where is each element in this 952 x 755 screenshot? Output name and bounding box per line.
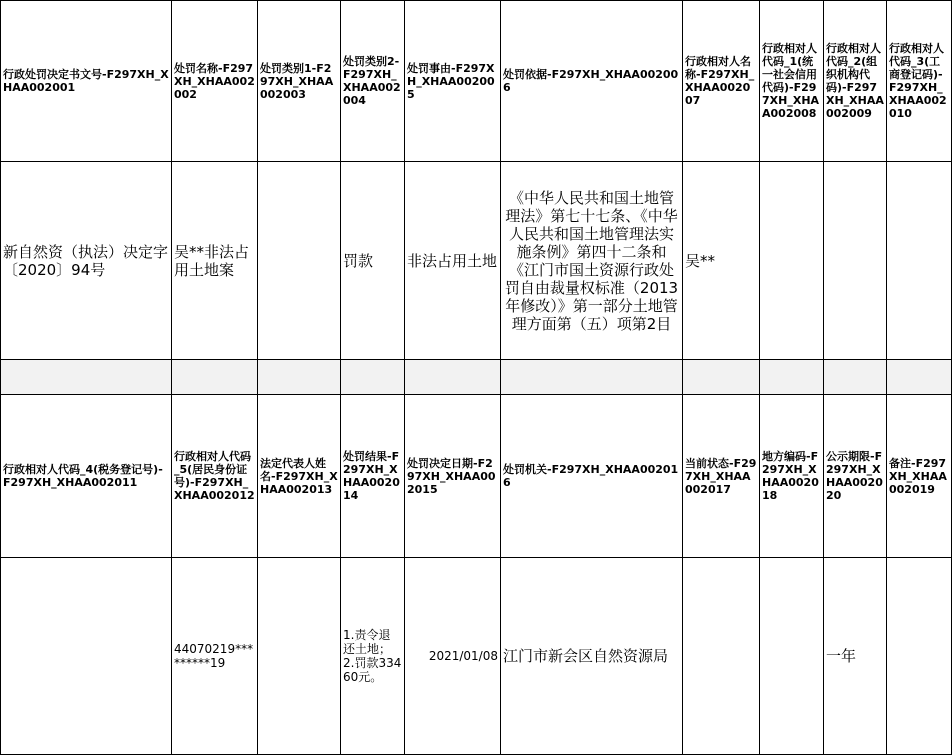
cell-party-code-3 xyxy=(887,162,952,360)
header-penalty-name: 处罚名称-F297XH_XHAA002002 xyxy=(172,0,258,162)
header-disclosure-period: 公示期限-F297XH_XHAA002020 xyxy=(824,395,887,558)
separator-cell xyxy=(405,360,501,395)
header-party-code-4: 行政相对人代码_4(税务登记号)-F297XH_XHAA002011 xyxy=(0,395,172,558)
cell-disclosure-period: 一年 xyxy=(824,558,887,755)
header-party-code-1: 行政相对人代码_1(统一社会信用代码)-F297XH_XHAA002008 xyxy=(760,0,824,162)
separator-cell xyxy=(172,360,258,395)
cell-legal-representative xyxy=(258,558,341,755)
header-penalty-category-1: 处罚类别1-F297XH_XHAA002003 xyxy=(258,0,341,162)
separator-cell xyxy=(341,360,405,395)
separator-cell xyxy=(887,360,952,395)
cell-penalty-authority: 江门市新会区自然资源局 xyxy=(501,558,683,755)
cell-penalty-category-2: 罚款 xyxy=(341,162,405,360)
separator-cell xyxy=(258,360,341,395)
header-remarks: 备注-F297XH_XHAA002019 xyxy=(887,395,952,558)
cell-penalty-basis: 《中华人民共和国土地管理法》第七十七条、《中华人民共和国土地管理法实施条例》第四十二条和《江门市国土资源行政处罚自由裁量权标准（2013年修改）》第一部分土地管理方面第（五）项第2目 xyxy=(501,162,683,360)
cell-penalty-reason: 非法占用土地 xyxy=(405,162,501,360)
header-current-status: 当前状态-F297XH_XHAA002017 xyxy=(683,395,760,558)
header-party-code-2: 行政相对人代码_2(组织机构代码)-F297XH_XHAA002009 xyxy=(824,0,887,162)
separator-cell xyxy=(0,360,172,395)
header-region-code: 地方编码-F297XH_XHAA002018 xyxy=(760,395,824,558)
header-penalty-reason: 处罚事由-F297XH_XHAA002005 xyxy=(405,0,501,162)
header-decision-number: 行政处罚决定书文号-F297XH_XHAA002001 xyxy=(0,0,172,162)
cell-party-code-5: 44070219*********19 xyxy=(172,558,258,755)
header-decision-date: 处罚决定日期-F297XH_XHAA002015 xyxy=(405,395,501,558)
header-party-code-3: 行政相对人代码_3(工商登记码)-F297XH_XHAA002010 xyxy=(887,0,952,162)
header-penalty-category-2: 处罚类别2-F297XH_XHAA002004 xyxy=(341,0,405,162)
cell-penalty-category-1 xyxy=(258,162,341,360)
cell-current-status xyxy=(683,558,760,755)
cell-region-code xyxy=(760,558,824,755)
cell-decision-date: 2021/01/08 xyxy=(405,558,501,755)
separator-cell xyxy=(824,360,887,395)
cell-penalty-name: 吴**非法占用土地案 xyxy=(172,162,258,360)
header-legal-representative: 法定代表人姓名-F297XH_XHAA002013 xyxy=(258,395,341,558)
cell-remarks xyxy=(887,558,952,755)
separator-cell xyxy=(501,360,683,395)
cell-party-code-4 xyxy=(0,558,172,755)
cell-party-name: 吴** xyxy=(683,162,760,360)
header-party-code-5: 行政相对人代码_5(居民身份证号)-F297XH_XHAA002012 xyxy=(172,395,258,558)
separator-cell xyxy=(760,360,824,395)
cell-party-code-2 xyxy=(824,162,887,360)
cell-penalty-result: 1.责令退还土地；2.罚款33460元。 xyxy=(341,558,405,755)
header-party-name: 行政相对人名称-F297XH_XHAA002007 xyxy=(683,0,760,162)
header-penalty-result: 处罚结果-F297XH_XHAA002014 xyxy=(341,395,405,558)
cell-party-code-1 xyxy=(760,162,824,360)
header-penalty-basis: 处罚依据-F297XH_XHAA002006 xyxy=(501,0,683,162)
cell-decision-number: 新自然资（执法）决定字〔2020〕94号 xyxy=(0,162,172,360)
separator-cell xyxy=(683,360,760,395)
header-penalty-authority: 处罚机关-F297XH_XHAA002016 xyxy=(501,395,683,558)
